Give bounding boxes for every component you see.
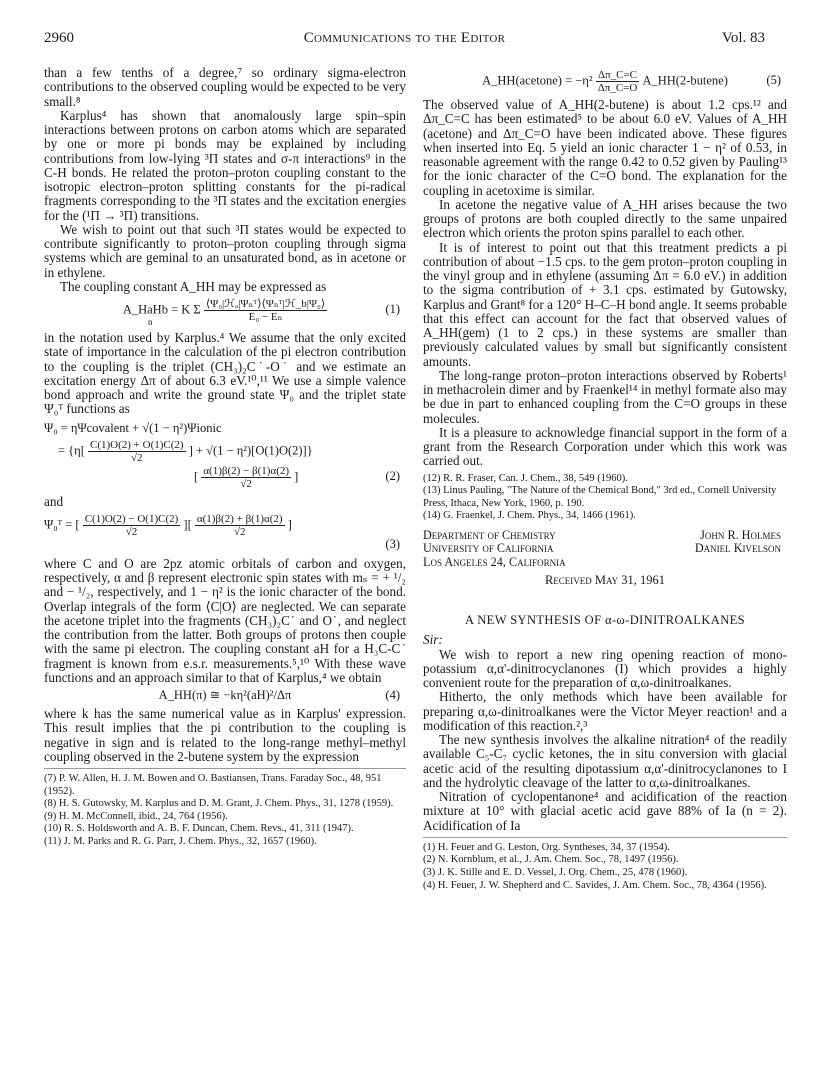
paragraph: The new synthesis involves the alkaline nitration⁴ of the readily available C₅-C₇ cyclic ketones, the in situ conversion with glacial acetic acid of the resulting dipotassium α,α'-dinitrocyclanones to I and the hydrolytic cleavage of the latter to α,ω-dinitroalkanes. bbox=[423, 732, 787, 790]
paragraph: in the notation used by Karplus.⁴ We assume that the only excited state of importance in the calculation of the pi electron contribution to the coupling is the triplet (CH₃)₂C˙-O˙ and we estimate an excitation energy Δπ of about 6.3 eV.¹⁰,¹¹ We use a simple valence bond approach and write the ground state Ψ₀ and the triplet state Ψ₀ᵀ functions as bbox=[44, 330, 406, 417]
paragraph: Karplus⁴ has shown that anomalously large spin–spin interactions between protons on carbon atoms which are separated by one or more pi bonds may be explained by including contributions from low-lying ³Π states and σ-π interactions⁹ in the C-H bonds. He related the proton–proton coupling constant to the isotropic electron–proton splitting constants for the pi-radical fragments corresponding to the ³Π states and the excitation energies for the (¹Π → ³Π) transitions. bbox=[44, 107, 406, 223]
footnote: (11) J. M. Parks and R. G. Parr, J. Chem. Phys., 32, 1657 (1960). bbox=[44, 835, 317, 847]
volume-label: Vol. 83 bbox=[721, 30, 765, 46]
equation-1 bbox=[44, 298, 406, 328]
eq2-line-2 bbox=[44, 439, 406, 465]
eq4-body: A_HH(π) ≅ −kη²(aH)²/Δπ bbox=[158, 688, 292, 702]
eq2-frac1-numerator: C(1)O(2) + O(1)C(2) bbox=[90, 438, 184, 451]
eq1-fraction bbox=[204, 298, 327, 323]
footnote: (3) J. K. Stille and E. D. Vessel, J. Org. Chem., 25, 478 (1960). bbox=[423, 867, 688, 879]
footnote-rule bbox=[44, 768, 406, 769]
footnote-rule bbox=[423, 837, 787, 838]
eq2-line-3: [ $\frac{\alpha(1)\beta(2) - \beta(1)\alpha(2)}{√2}$ ] (2) bbox=[194, 464, 400, 490]
eq2-frac2-numerator: α(1)β(2) − β(1)α(2) bbox=[203, 464, 290, 477]
equation-number: (1) bbox=[385, 302, 400, 316]
eq3-frac1-denominator: √2 bbox=[125, 525, 138, 538]
equation-number: (3) bbox=[385, 536, 400, 551]
affiliation-city: Los Angeles 24, California bbox=[423, 554, 566, 569]
eq3-frac2-numerator: α(1)β(2) + β(1)α(2) bbox=[196, 512, 283, 525]
eq5-denominator: Δπ_C=O bbox=[597, 82, 638, 94]
affiliation-department: Department of Chemistry bbox=[423, 527, 556, 542]
equation-number: (4) bbox=[385, 688, 400, 702]
footnote: (14) G. Fraenkel, J. Chem. Phys., 34, 1466 (1961). bbox=[423, 510, 636, 522]
eq5-fraction bbox=[596, 69, 640, 94]
paragraph: where C and O are 2pz atomic orbitals of carbon and oxygen, respectively, α and β represent electronic spin states with mₛ = + ¹/₂ and − ¹/₂, respectively, and 1 − η² is the ionic character of the bond. Overlap integrals of the form ⟨C|O⟩ are neglected. We can separate the acetone triplet into the fragments (CH₃)₂C˙ and O˙, and neglect the contribution from the latter. Both groups of protons then couple with the same pi electron. The coupling constant aH for a H₃C-C˙ fragment is known from e.s.r. measurements.⁵,¹⁰ With these wave functions and an approach similar to that of Karplus,⁴ we obtain bbox=[44, 555, 406, 685]
article-title: A NEW SYNTHESIS OF α-ω-DINITROALKANES bbox=[464, 613, 746, 628]
equation-2 bbox=[44, 421, 406, 491]
eq3-frac1-numerator: C(1)O(2) − O(1)C(2) bbox=[84, 512, 179, 525]
eq1-subscript: n bbox=[148, 317, 153, 327]
paragraph: In acetone the negative value of A_HH arises because the two groups of protons are both coupled directly to the same unpaired electron which orients the proton spins parallel to each other. bbox=[423, 196, 787, 241]
paragraph: than a few tenths of a degree,⁷ so ordinary sigma-electron contributions to the observed coupling would be expected to be very small.⁸ bbox=[44, 65, 406, 109]
eq2-frac1-denominator: √2 bbox=[131, 451, 143, 464]
eq1-numerator: ⟨Ψ₀|ℋₐ|Ψₙᵀ⟩⟨Ψₙᵀ|ℋ_b|Ψ₀⟩ bbox=[205, 298, 326, 310]
paragraph: We wish to point out that such ³Π states would be expected to contribute significantly to proton–proton coupling through sigma systems which are geminal to an unsaturated bond, as in acetone or in ethylene. bbox=[44, 221, 406, 280]
eq2-fraction-1 bbox=[88, 439, 186, 464]
eq5-lhs: A_HH(acetone) = −η² bbox=[482, 73, 593, 88]
paragraph: The coupling constant A_HH may be expressed as bbox=[60, 278, 327, 294]
salutation: Sir: bbox=[423, 632, 443, 648]
footnote: (12) R. R. Fraser, Can. J. Chem., 38, 549 (1960). bbox=[423, 472, 628, 484]
footnotes bbox=[423, 473, 787, 523]
eq5-numerator: Δπ_C=C bbox=[596, 69, 640, 82]
eq2-part: ] + √(1 − η²)[O(1)O(2)]} bbox=[188, 442, 313, 457]
footnote: (4) H. Feuer, J. W. Shepherd and C. Savides, J. Am. Chem. Soc., 78, 4364 (1956). bbox=[423, 879, 767, 891]
paragraph: where k has the same numerical value as in Karplus' expression. This result implies that the pi contribution to the coupling is negative in sign and is related to the long-range methyl–methyl coupling observed in the 2-butene system by the expression bbox=[44, 706, 406, 764]
footnote: (10) R. S. Holdsworth and A. B. F. Duncan, Chem. Revs., 41, 311 (1947). bbox=[44, 823, 354, 835]
equation-3: Ψ₀ᵀ = [ $\frac{C(1)O(2) - O(1)C(2)}{√2}$ ][ $\frac{\alpha(1)\beta(2) + \beta(1)\alpha(2)}{√2}$ ] (3) bbox=[44, 512, 400, 551]
running-header bbox=[44, 30, 765, 50]
paragraph: We wish to report a new ring opening reaction of mono-potassium α,α'-dinitrocyclanones (I) which provides a highly convenient route for the preparation of α,ω-dinitroalkanes. bbox=[423, 646, 787, 691]
left-column bbox=[44, 66, 406, 849]
eq2-frac2-denominator: √2 bbox=[240, 477, 252, 490]
paragraph: Nitration of cyclopentanone⁴ and acidification of the reaction mixture at 10° with glacial acetic acid gave 88% of Ia (n = 2). Acidification of Ia bbox=[423, 789, 787, 833]
eq1-denominator: E₀ − Eₙ bbox=[248, 311, 283, 323]
eq2-line-1: Ψ₀ = ηΨcovalent + √(1 − η²)Ψionic bbox=[44, 420, 222, 435]
author-name: Daniel Kivelson bbox=[694, 541, 781, 556]
eq3-frac2-denominator: √2 bbox=[233, 525, 246, 538]
author-affiliation bbox=[423, 529, 787, 571]
page-number: 2960 bbox=[44, 30, 74, 46]
paragraph: The observed value of A_HH(2-butene) is about 1.2 cps.¹² and Δπ_C=C has been estimated⁵ to be about 6.0 eV. Values of A_HH (acetone) and Δπ_C=O have been indicated above. These figures when inserted into Eq. 5 yield an ionic character 1 − η² of 0.53, in reasonable agreement with the range 0.42 to 0.52 given by Pauling¹³ for the ionic character of the C=O bond. The explanation for the coupling in acetoxime is similar. bbox=[423, 97, 787, 198]
equation-5 bbox=[423, 69, 787, 95]
footnote: (2) N. Kornblum, et al., J. Am. Chem. Soc., 78, 1497 (1956). bbox=[423, 854, 679, 866]
paragraph: It is of interest to point out that this treatment predicts a pi contribution of about −1.5 cps. to the gem proton–proton coupling in the vinyl group and in ethylene (assuming Δπ = 6.0 eV.) in addition to the sigma contribution of + 3.1 cps. estimated by Gutowsky, Karplus and Grant⁸ for a 120° H–C–H bond angle. It seems probable that this effect can account for the fact that observed values of A_HH(gem) (1 to 2 cps.) in these systems are smaller than previously calculated values by small but significantly consistent amounts. bbox=[423, 239, 787, 369]
footnote: (8) H. S. Gutowsky, M. Karplus and D. M. Grant, J. Chem. Phys., 31, 1278 (1959). bbox=[44, 798, 394, 810]
footnotes bbox=[44, 773, 406, 849]
eq3-fraction-1 bbox=[83, 513, 181, 538]
eq1-lhs: A_HaHb = K Σ bbox=[122, 302, 201, 317]
footnote: (13) Linus Pauling, "The Nature of the Chemical Bond," 3rd ed., Cornell University Press, Ithaca, New York, 1960, p. 190. bbox=[423, 485, 777, 509]
eq2-part: = {η[ bbox=[58, 442, 85, 457]
footnote: (7) P. W. Allen, H. J. M. Bowen and O. Bastiansen, Trans. Faraday Soc., 48, 951 (1952). bbox=[44, 773, 382, 797]
paragraph: Hitherto, the only methods which have been available for preparing α,ω-dinitroalkanes were the Victor Meyer reaction¹ and a modification of this reaction.²,³ bbox=[423, 689, 787, 733]
footnote: (1) H. Feuer and G. Leston, Org. Syntheses, 34, 37 (1954). bbox=[423, 841, 670, 853]
paragraph: The long-range proton–proton interactions observed by Roberts¹ in methacrolein dimer and by Fraenkel¹⁴ in methyl formate also may be due in part to enhanced coupling from the C=O groups in these molecules. bbox=[423, 367, 787, 426]
eq3-fraction-2 bbox=[195, 513, 285, 538]
eq3-lhs: Ψ₀ᵀ = [ bbox=[44, 517, 80, 532]
affiliation-university: University of California bbox=[423, 541, 554, 556]
right-column bbox=[423, 66, 787, 892]
paragraph: and bbox=[44, 493, 64, 509]
journal-section-title: Communications to the Editor bbox=[303, 30, 506, 46]
author-name: John R. Holmes bbox=[700, 527, 781, 542]
equation-number: (2) bbox=[385, 468, 400, 483]
equation-4 bbox=[44, 688, 406, 704]
footnotes bbox=[423, 842, 787, 892]
received-date: Received May 31, 1961 bbox=[544, 572, 666, 587]
equation-number: (5) bbox=[766, 73, 781, 87]
paragraph: It is a pleasure to acknowledge financial support in the form of a grant from the Research Corporation under which this work was carried out. bbox=[423, 424, 787, 469]
eq2-fraction-2 bbox=[201, 465, 291, 490]
eq5-rhs: A_HH(2-butene) bbox=[642, 73, 728, 88]
footnote: (9) H. M. McConnell, ibid., 24, 764 (1956). bbox=[44, 810, 228, 822]
